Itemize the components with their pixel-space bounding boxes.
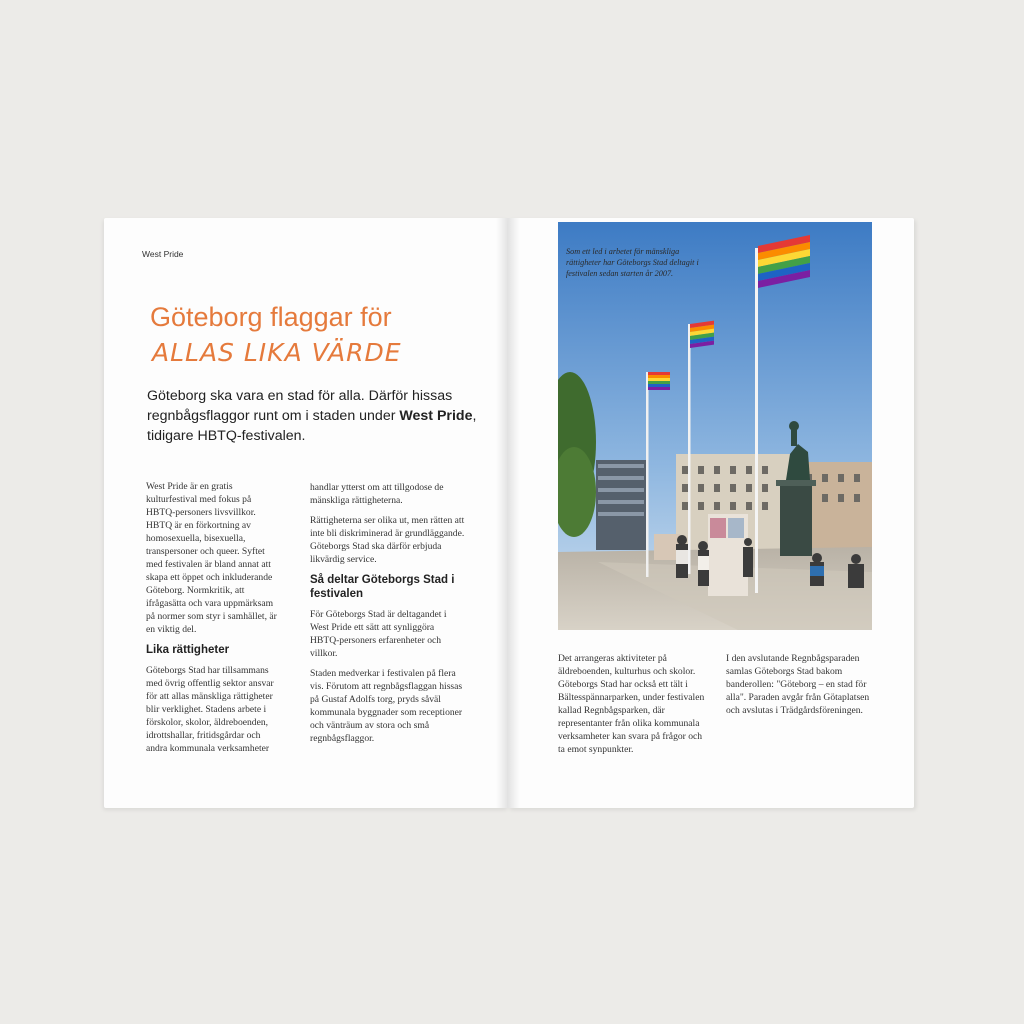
lead-text-start: Göteborg ska vara en stad för alla. Därför hissas regnbågsflaggor runt om i staden under <box>147 388 453 424</box>
body-paragraph: West Pride är en gratis kulturfestival med fokus på HBTQ-personers livsvillkor. HBTQ är en förkortning av homosexuella, bisexuella, transpersoner och queer. Syftet med festivalen är bland annat att skapa ett öppet och inkluderande Göteborg. Normkritik, att ifrågasätta och vara uppmärksam på normer som styr i samhället, är en viktig del. <box>146 481 277 635</box>
photo-caption: Som ett led i arbetet för mänskliga rättigheter har Göteborgs Stad deltagit i festivalen sedan starten år 2007. <box>566 247 699 278</box>
headline-line-1: Göteborg flaggar för <box>150 302 392 332</box>
subheading-sa-deltar: Så deltar Göteborgs Stad i festivalen <box>310 574 455 600</box>
body-column-3 <box>558 652 708 763</box>
square-photo <box>558 222 872 630</box>
lead-text-bold: West Pride <box>399 408 473 424</box>
rainbow-flag-small <box>648 372 670 390</box>
photo-illustration <box>558 222 872 630</box>
left-page <box>104 218 508 808</box>
body-paragraph: I den avslutande Regnbågsparaden samlas Göteborgs Stad bakom banderollen: "Göteborg – en stad för alla". Paraden avgår från Götaplatsen och avslutas i Trädgårdsföreningen. <box>726 653 870 716</box>
body-paragraph: Det arrangeras aktiviteter på äldreboenden, kulturhus och skolor. Göteborgs Stad har också ett tält i Bältesspännarparken, under festivalen kallad Regnbågsparken, där representanter från olika kommunala verksamheter kan svara på frågor och ta emot synpunkter. <box>558 653 705 755</box>
body-column-1 <box>146 480 278 762</box>
body-paragraph: Staden medverkar i festivalen på flera vis. Förutom att regnbågsflaggan hissas på Gustaf Adolfs torg, pryds såväl kommunala byggnader som receptioner och vänträum av stora och små regnbågsflaggor. <box>310 668 463 744</box>
lead-paragraph <box>147 386 477 446</box>
body-column-4 <box>726 652 876 724</box>
brochure-spread <box>104 218 914 808</box>
body-paragraph: För Göteborgs Stad är deltagandet i West Pride ett sätt att synliggöra HBTQ-personers erfarenheter och villkor. <box>310 609 447 659</box>
headline-line-2: ALLAS LIKA VÄRDE <box>152 338 402 367</box>
running-head: West Pride <box>142 249 184 259</box>
body-paragraph: handlar ytterst om att tillgodose de mänskliga rättigheterna. <box>310 482 444 506</box>
lead-text-end: , tidigare HBTQ-festivalen. <box>147 408 477 444</box>
body-column-2 <box>310 481 465 752</box>
spine-shadow <box>496 218 520 808</box>
body-paragraph: Rättigheterna ser olika ut, men rätten att inte bli diskriminerad är grundläggande. Göteborgs Stad ska därför erbjuda likvärdig service. <box>310 515 465 565</box>
subheading-lika-rattigheter: Lika rättigheter <box>146 644 230 656</box>
body-paragraph: Göteborgs Stad har tillsammans med övrig offentlig sektor ansvar för att allas mänskliga rättigheter blir verklighet. Stadens arbete i förskolor, skolor, äldreboenden, idrottshallar, fritidsgårdar och andra kommunala verksamheter <box>146 665 274 754</box>
